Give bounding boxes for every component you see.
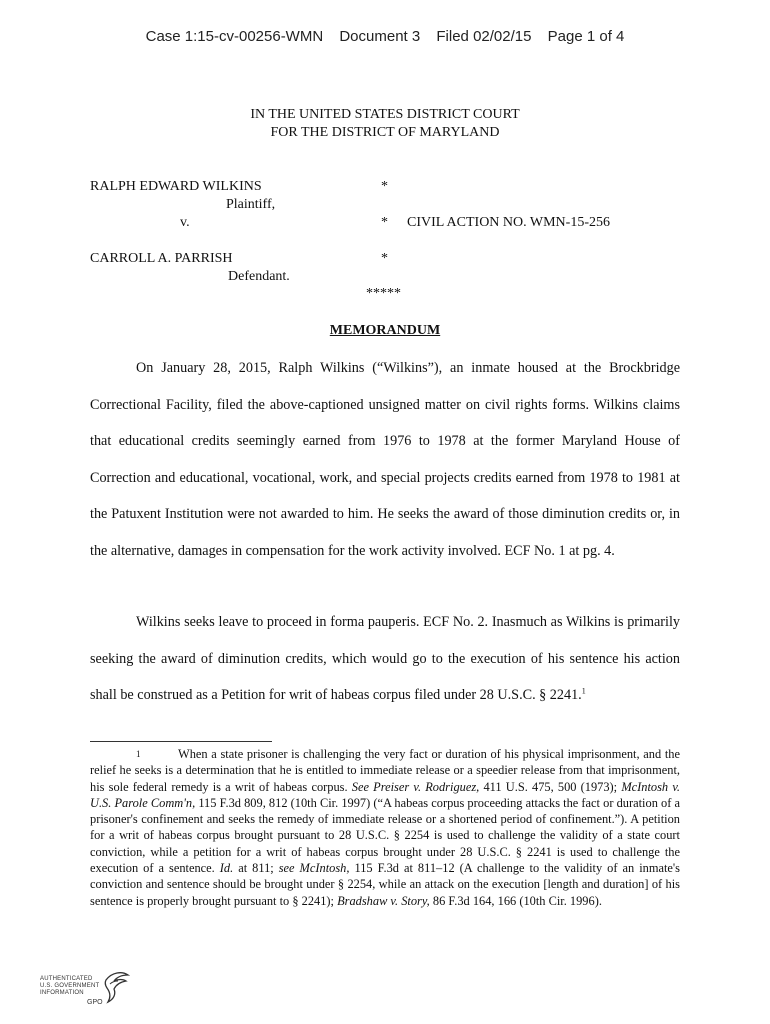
caption-divider: ***** bbox=[366, 286, 401, 301]
page-number: Page 1 of 4 bbox=[547, 28, 625, 45]
caption-star-3: * bbox=[381, 251, 388, 266]
footnote-text: 115 F.3d 809, 812 (10th Cir. 1997) (“A habeas corpus proceeding attacks the fact or duration of a prisoner's confinement and seeks the remedy of immediate release or a shortened period of confinement.”). A petition for a writ of habeas corpus brought pursuant to 28 U.S.C. § 2254 is used to challenge the validity of a state court conviction, while a petition for a writ of habeas corpus brought under 28 U.S.C. § 2241 is used to challenge the execution of a sentence. bbox=[90, 795, 680, 876]
gpo-authentication-logo bbox=[40, 970, 140, 1014]
plaintiff-role: Plaintiff, bbox=[226, 197, 276, 212]
footnote-citation: Bradshaw v. Story, bbox=[337, 893, 430, 908]
logo-line-2: U.S. GOVERNMENT bbox=[40, 983, 100, 989]
footnote-text: 115 F.3d at 811–12 (A challenge to the validity of an inmate's conviction and sentence should be brought under § 2254, while an attack on the execution [length and duration] of his sentence is properly brought pursuant to § 2241); bbox=[90, 861, 680, 908]
versus-label: v. bbox=[180, 215, 190, 230]
body-paragraph-1 bbox=[90, 350, 680, 570]
document-number: Document 3 bbox=[339, 28, 421, 45]
civil-action-number: CIVIL ACTION NO. WMN-15-256 bbox=[407, 215, 610, 230]
footnote-citation: McIntosh v. U.S. Parole Comm'n, bbox=[90, 779, 680, 810]
case-header bbox=[0, 28, 770, 45]
footnote-number: 1 bbox=[136, 749, 141, 759]
defendant-name: CARROLL A. PARRISH bbox=[90, 251, 233, 266]
logo-line-3: INFORMATION bbox=[40, 990, 84, 996]
court-line-2: FOR THE DISTRICT OF MARYLAND bbox=[270, 125, 500, 140]
court-line-1: IN THE UNITED STATES DISTRICT COURT bbox=[250, 107, 520, 122]
case-number: Case 1:15-cv-00256-WMN bbox=[145, 28, 324, 45]
footnote-citation: Id. bbox=[219, 861, 234, 876]
paragraph-text: On January 28, 2015, Ralph Wilkins (“Wilkins”), an inmate housed at the Brockbridge Correctional Facility, filed the above-captioned unsigned matter on civil rights forms. Wilkins claims that educational credits seemingly earned from 1976 to 1978 at the former Maryland House of Correction and educational, vocational, work, and special projects credits earned from 1978 to 1981 at the Patuxent Institution were not awarded to him. He seeks the award of those diminution credits or, in the alternative, damages in compensation for the work activity involved. ECF No. 1 at pg. 4. bbox=[90, 360, 680, 559]
memorandum-title: MEMORANDUM bbox=[329, 323, 441, 338]
body-paragraph-2 bbox=[90, 604, 680, 714]
footnote-citation: See Preiser v. Rodriguez, bbox=[351, 779, 480, 794]
footnote-text: 411 U.S. 475, 500 (1973); bbox=[479, 779, 622, 794]
gpo-mark: GPO bbox=[87, 999, 103, 1006]
footnote-citation: see McIntosh, bbox=[278, 861, 350, 876]
logo-line-1: AUTHENTICATED bbox=[40, 976, 93, 982]
footnote-text: When a state prisoner is challenging the very fact or duration of his physical imprisonment, and the relief he seeks is a determination that he is entitled to immediate release or a speedier release from that imprisonment, his sole federal remedy is a writ of habeas corpus. bbox=[90, 747, 680, 794]
footnote-text: 86 F.3d 164, 166 (10th Cir. 1996). bbox=[429, 893, 602, 908]
plaintiff-name: RALPH EDWARD WILKINS bbox=[90, 179, 262, 194]
eagle-icon bbox=[102, 970, 130, 1004]
filed-date: Filed 02/02/15 bbox=[436, 28, 532, 45]
defendant-role: Defendant. bbox=[228, 269, 290, 284]
caption-star-1: * bbox=[381, 179, 388, 194]
caption-star-2: * bbox=[381, 215, 388, 230]
footnote-text: at 811; bbox=[233, 861, 279, 876]
logo-text bbox=[40, 976, 99, 997]
court-heading bbox=[0, 106, 770, 142]
paragraph-text: Wilkins seeks leave to proceed in forma pauperis. ECF No. 2. Inasmuch as Wilkins is primarily seeking the award of diminution credits, which would go to the execution of his sentence his action shall be construed as a Petition for writ of habeas corpus filed under 28 U.S.C. § 2241. bbox=[90, 614, 680, 704]
footnote-separator bbox=[90, 741, 272, 742]
footnote-reference[interactable]: 1 bbox=[581, 686, 586, 696]
footnote-1 bbox=[90, 746, 680, 909]
